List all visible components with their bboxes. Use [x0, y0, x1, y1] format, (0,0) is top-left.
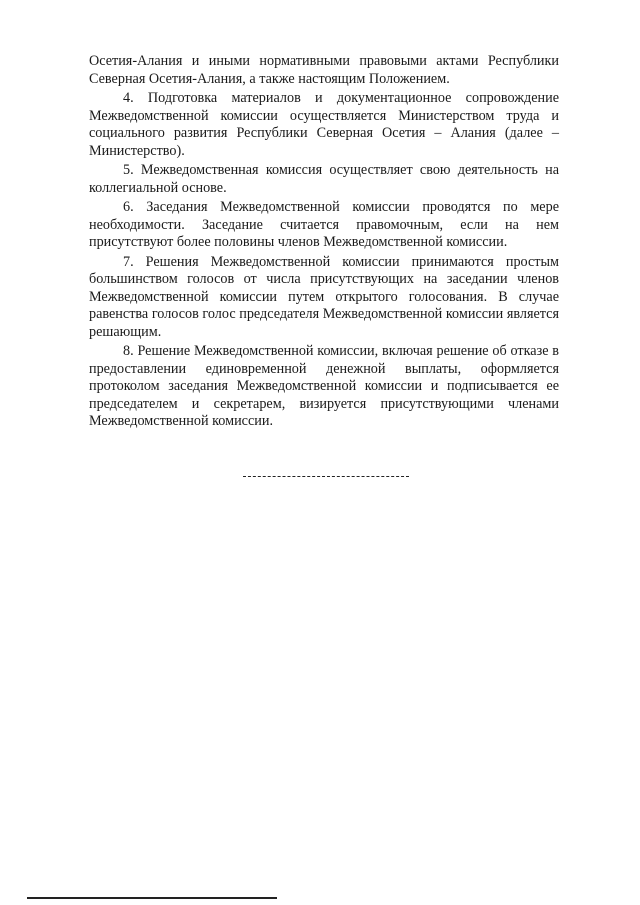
document-body	[89, 53, 559, 433]
paragraph-item-8: 8. Решение Межведомственной комиссии, включая решение об отказе в предоставлении единовременной денежной выплаты, оформляется протоколом заседания Межведомственной комиссии и подписывается ее председателем и секретарем, визируется присутствующими членами Межведомственной комиссии.	[89, 343, 559, 429]
paragraph-item-4: 4. Подготовка материалов и документационное сопровождение Межведомственной комиссии осуществляется Министерством труда и социального развития Республики Северная Осетия – Алания (далее – Министерство).	[89, 90, 559, 159]
paragraph-continuation: Осетия-Алания и иными нормативными правовыми актами Республики Северная Осетия-Алания, а также настоящим Положением.	[89, 53, 559, 87]
paragraph-item-6: 6. Заседания Межведомственной комиссии проводятся по мере необходимости. Заседание считается правомочным, если на нем присутствуют более половины членов Межведомственной комиссии.	[89, 199, 559, 250]
page-bottom-rule	[27, 897, 277, 899]
end-of-document-divider	[243, 476, 409, 477]
paragraph-item-5: 5. Межведомственная комиссия осуществляет свою деятельность на коллегиальной основе.	[89, 162, 559, 196]
paragraph-item-7: 7. Решения Межведомственной комиссии принимаются простым большинством голосов от числа присутствующих на заседании членов Межведомственной комиссии путем открытого голосования. В случае равенства голосов голос председателя Межведомственной комиссии является решающим.	[89, 253, 559, 340]
